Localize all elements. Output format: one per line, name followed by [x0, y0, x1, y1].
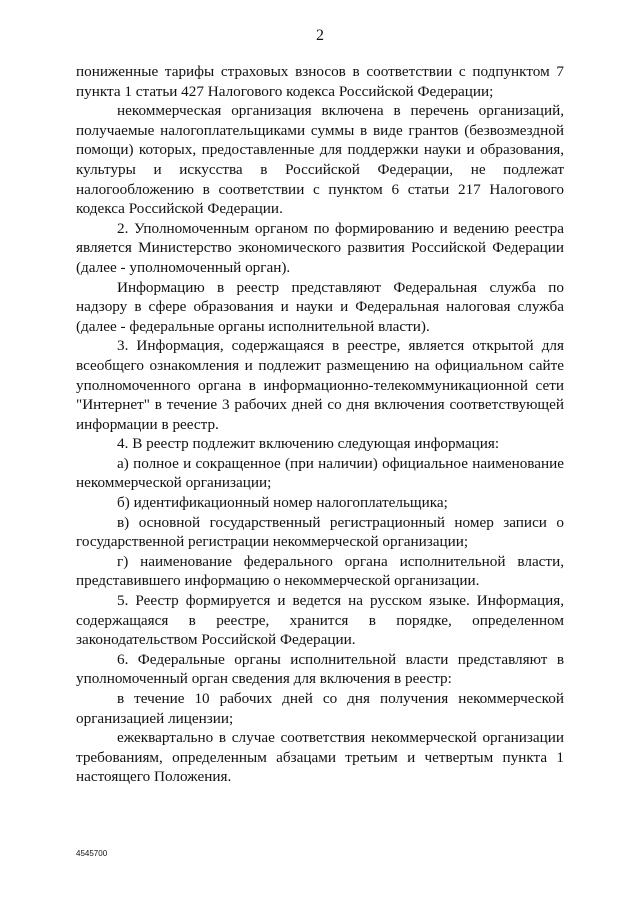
paragraph: ежеквартально в случае соответствия некоммерческой организации требованиям, определенным абзацами третьим и четвертым пункта 1 настоящего Положения. [76, 729, 564, 786]
paragraph: 4. В реестр подлежит включению следующая информация: [117, 435, 500, 453]
paragraph: в) основной государственный регистрационный номер записи о государственной регистрации некоммерческой организации; [76, 513, 564, 551]
paragraph: 3. Информация, содержащаяся в реестре, является открытой для всеобщего ознакомления и подлежит размещению на официальном сайте уполномоченного органа в информационно-телекоммуникационной сети "Интернет" в течение 3 рабочих дней со дня включения соответствующей информации в реестр. [76, 337, 564, 433]
paragraph: 2. Уполномоченным органом по формированию и ведению реестра является Министерство экономического развития Российской Федерации (далее - уполномоченный орган). [76, 219, 564, 276]
paragraph: 6. Федеральные органы исполнительной власти представляют в уполномоченный орган сведения для включения в реестр: [76, 650, 564, 688]
paragraph: 5. Реестр формируется и ведется на русском языке. Информация, содержащаяся в реестре, хранится в порядке, определенном законодательством Российской Федерации. [76, 592, 564, 649]
document-body [76, 62, 564, 787]
paragraph: в течение 10 рабочих дней со дня получения некоммерческой организацией лицензии; [76, 690, 564, 727]
page-number: 2 [316, 27, 324, 44]
paragraph: Информацию в реестр представляют Федеральная служба по надзору в сфере образования и науки и Федеральная налоговая служба (далее - федеральные органы исполнительной власти). [76, 278, 564, 335]
paragraph: пониженные тарифы страховых взносов в соответствии с подпунктом 7 пункта 1 статьи 427 Налогового кодекса Российской Федерации; [76, 63, 564, 100]
paragraph: б) идентификационный номер налогоплательщика; [117, 494, 448, 512]
paragraph: некоммерческая организация включена в перечень организаций, получаемые налогоплательщиками суммы в виде грантов (безвозмездной помощи) которых, предоставленные для поддержки науки и образования, культуры и искусства в Российской Федерации, не подлежат налогообложению в соответствии с пунктом 6 статьи 217 Налогового кодекса Российской Федерации. [76, 102, 564, 218]
paragraph: г) наименование федерального органа исполнительной власти, представившего информацию о некоммерческой организации. [76, 552, 564, 590]
document-code: 4545700 [76, 849, 108, 858]
paragraph: а) полное и сокращенное (при наличии) официальное наименование некоммерческой организации; [76, 454, 564, 492]
